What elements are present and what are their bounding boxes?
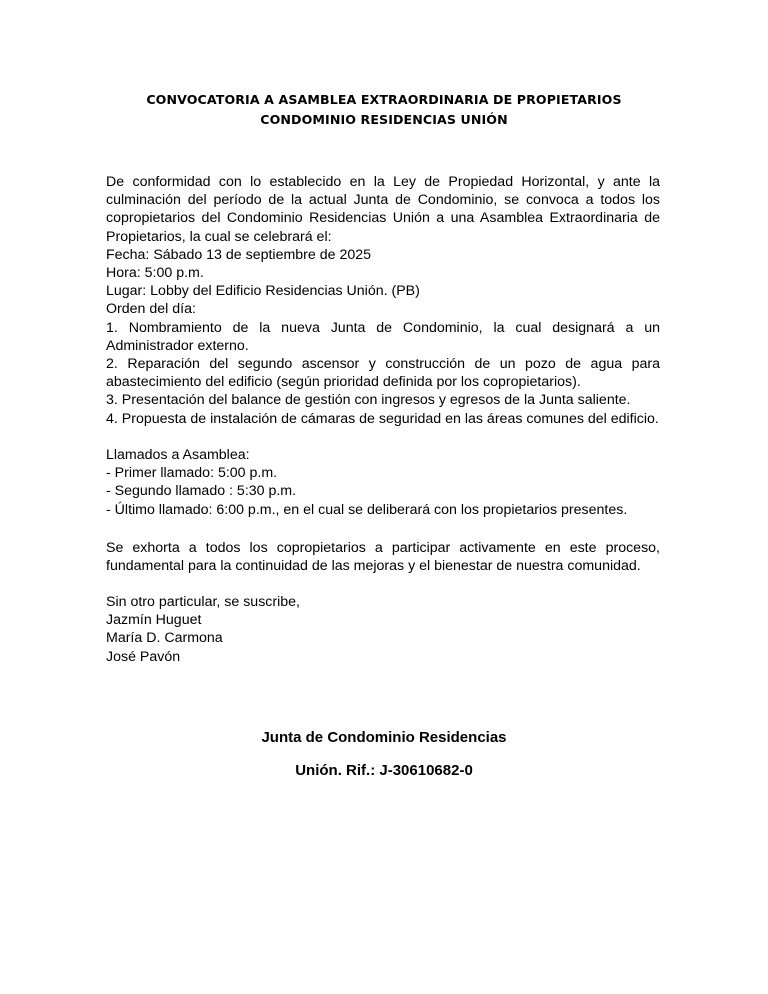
hora-line: Hora: 5:00 p.m. (106, 265, 204, 282)
llamados-heading: Llamados a Asamblea: (106, 447, 250, 463)
document-title-line-2: CONDOMINIO RESIDENCIAS UNIÓN (260, 112, 508, 127)
llamado-item-3: - Último llamado: 6:00 p.m., en el cual se deliberará con los propietarios presentes. (106, 501, 628, 518)
signer-name-1: Jazmín Huguet (106, 612, 202, 629)
orden-item-3: 3. Presentación del balance de gestión con ingresos y egresos de la Junta saliente. (106, 392, 631, 409)
orden-item-2: 2. Reparación del segundo ascensor y construcción de un pozo de agua para abastecimiento del edificio (según prioridad definida por los copropietarios). (106, 356, 660, 391)
fecha-line: Fecha: Sábado 13 de septiembre de 2025 (106, 246, 372, 263)
orden-heading: Orden del día: (106, 301, 196, 318)
exhortacion-section (106, 539, 660, 575)
convocatoria-body (106, 173, 660, 428)
orden-item-1: 1. Nombramiento de la nueva Junta de Condominio, la cual designará a un Administrador externo. (106, 319, 660, 354)
lugar-line: Lugar: Lobby del Edificio Residencias Unión. (PB) (106, 283, 420, 300)
footer-line-1: Junta de Condominio Residencias (261, 729, 507, 746)
document-title-line-1: CONVOCATORIA A ASAMBLEA EXTRAORDINARIA DE PROPIETARIOS (146, 92, 622, 107)
llamados-section (106, 446, 660, 519)
signer-name-3: José Pavón (106, 648, 181, 665)
firma-intro: Sin otro particular, se suscribe, (106, 594, 300, 610)
signer-name-2: María D. Carmona (106, 630, 223, 647)
llamado-item-1: - Primer llamado: 5:00 p.m. (106, 465, 278, 482)
llamado-item-2: - Segundo llamado : 5:30 p.m. (106, 483, 297, 500)
orden-item-4: 4. Propuesta de instalación de cámaras de seguridad en las áreas comunes del edificio. (106, 410, 659, 427)
firma-section (106, 593, 660, 666)
intro-paragraph: De conformidad con lo establecido en la Ley de Propiedad Horizontal, y ante la culminación del período de la actual Junta de Condominio, se convoca a todos los copropietarios del Condominio Residencias Unión a una Asamblea Extraordinaria de Propietarios, la cual se celebrará el: (106, 174, 660, 245)
exhortacion-paragraph: Se exhorta a todos los copropietarios a participar activamente en este proceso, fundamental para la continuidad de las mejoras y el bienestar de nuestra comunidad. (106, 540, 660, 575)
footer-line-2: Unión. Rif.: J-30610682-0 (295, 762, 473, 779)
